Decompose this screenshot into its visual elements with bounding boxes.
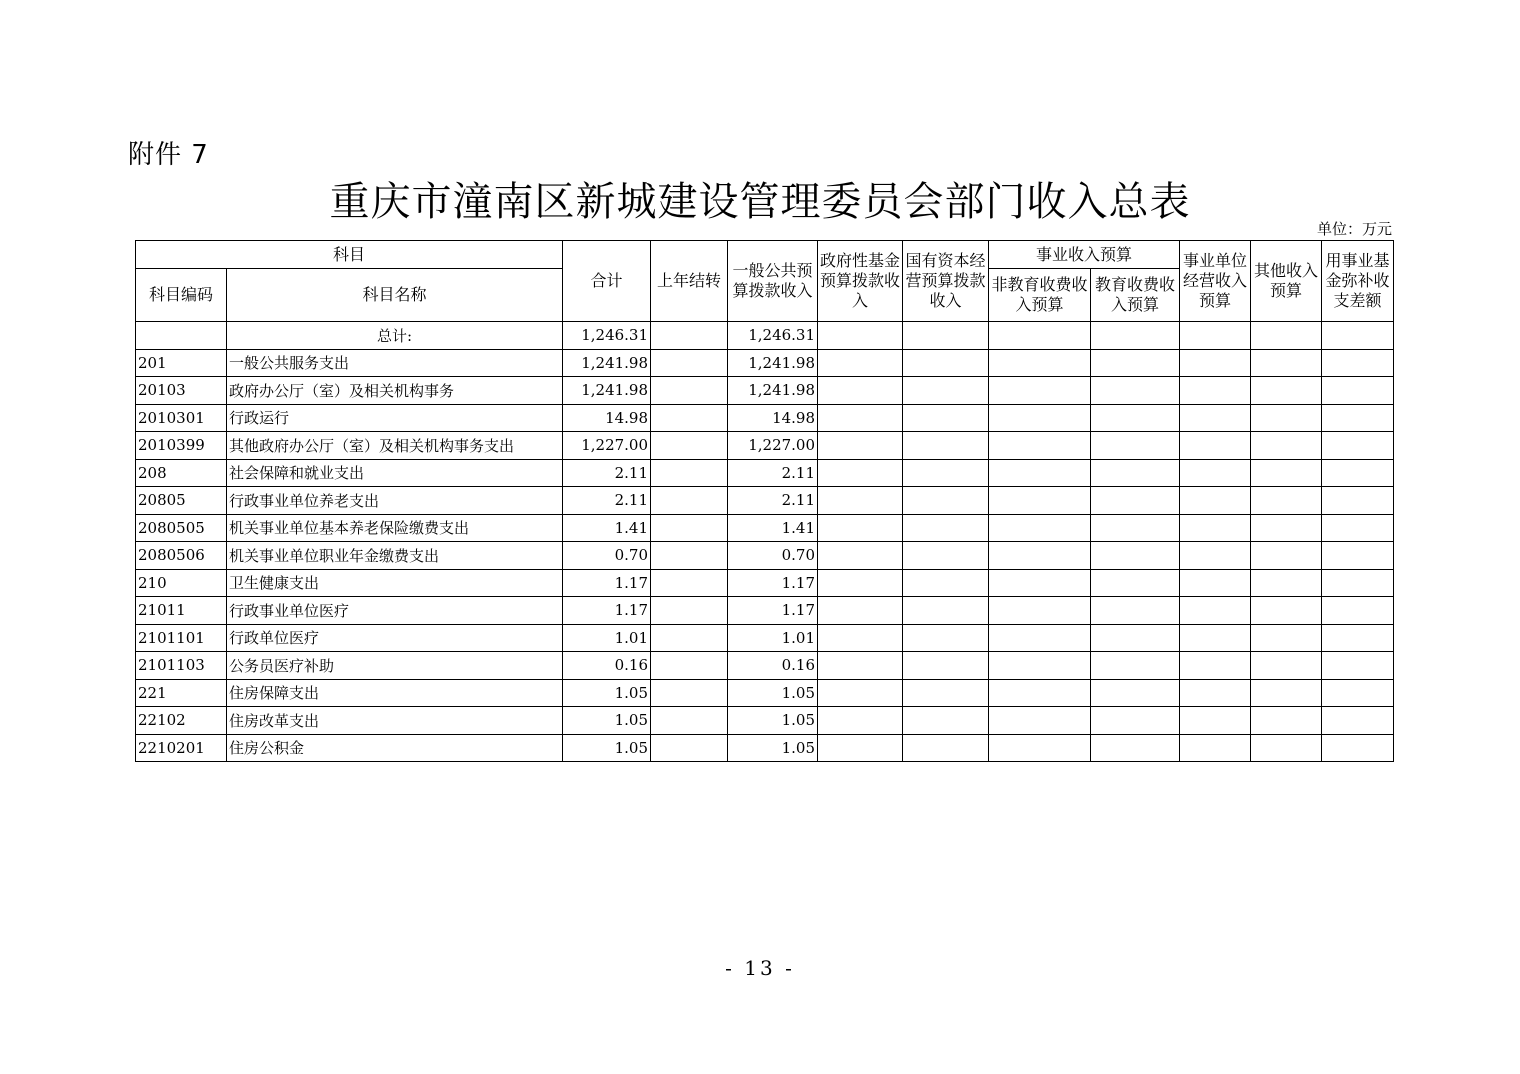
cell-institution-operation <box>1180 652 1251 680</box>
table-header <box>136 241 1394 322</box>
cell-subject-code: 20103 <box>136 377 227 405</box>
table-row <box>136 652 1394 680</box>
cell-institution-operation <box>1180 624 1251 652</box>
cell-total: 1.41 <box>563 514 651 542</box>
cell-total: 1,241.98 <box>563 377 651 405</box>
cell-general-budget: 1.17 <box>728 569 818 597</box>
cell-education-fee <box>1091 404 1180 432</box>
cell-state-capital <box>903 624 989 652</box>
cell-subject-name: 社会保障和就业支出 <box>227 459 563 487</box>
table-row <box>136 459 1394 487</box>
header-carryover: 上年结转 <box>651 241 728 322</box>
cell-general-budget: 1,246.31 <box>728 322 818 350</box>
cell-gov-fund <box>818 322 903 350</box>
cell-subject-name: 卫生健康支出 <box>227 569 563 597</box>
cell-education-fee <box>1091 349 1180 377</box>
cell-non-education-fee <box>989 569 1091 597</box>
cell-other-income <box>1251 597 1322 625</box>
header-general-budget: 一般公共预算拨款收入 <box>728 241 818 322</box>
cell-non-education-fee <box>989 432 1091 460</box>
cell-subject-code: 208 <box>136 459 227 487</box>
cell-fund-balance <box>1322 542 1394 570</box>
cell-state-capital <box>903 322 989 350</box>
cell-carryover <box>651 624 728 652</box>
cell-subject-name: 公务员医疗补助 <box>227 652 563 680</box>
cell-fund-balance <box>1322 487 1394 515</box>
cell-fund-balance <box>1322 734 1394 762</box>
header-non-education-fee: 非教育收费收入预算 <box>989 269 1091 322</box>
cell-subject-name: 住房改革支出 <box>227 707 563 735</box>
table-row <box>136 377 1394 405</box>
cell-institution-operation <box>1180 404 1251 432</box>
cell-non-education-fee <box>989 542 1091 570</box>
cell-fund-balance <box>1322 707 1394 735</box>
header-subject-name: 科目名称 <box>227 269 563 322</box>
cell-other-income <box>1251 652 1322 680</box>
cell-general-budget: 1,241.98 <box>728 377 818 405</box>
cell-state-capital <box>903 597 989 625</box>
cell-non-education-fee <box>989 679 1091 707</box>
cell-total: 0.70 <box>563 542 651 570</box>
header-gov-fund: 政府性基金预算拨款收入 <box>818 241 903 322</box>
cell-carryover <box>651 404 728 432</box>
cell-institution-operation <box>1180 707 1251 735</box>
cell-education-fee <box>1091 707 1180 735</box>
cell-state-capital <box>903 432 989 460</box>
document-title: 重庆市潼南区新城建设管理委员会部门收入总表 <box>329 179 1191 225</box>
table-row-total <box>136 322 1394 350</box>
cell-total: 14.98 <box>563 404 651 432</box>
cell-fund-balance <box>1322 432 1394 460</box>
page-number: - 13 - <box>725 956 795 980</box>
cell-non-education-fee <box>989 734 1091 762</box>
header-subject-code: 科目编码 <box>136 269 227 322</box>
cell-total: 1,241.98 <box>563 349 651 377</box>
attachment-label: 附件 7 <box>128 140 209 170</box>
cell-fund-balance <box>1322 322 1394 350</box>
cell-institution-operation <box>1180 569 1251 597</box>
cell-non-education-fee <box>989 707 1091 735</box>
table-row <box>136 597 1394 625</box>
cell-state-capital <box>903 349 989 377</box>
cell-carryover <box>651 322 728 350</box>
cell-gov-fund <box>818 597 903 625</box>
header-subject: 科目 <box>136 241 563 269</box>
cell-total: 2.11 <box>563 459 651 487</box>
cell-other-income <box>1251 679 1322 707</box>
cell-institution-operation <box>1180 597 1251 625</box>
cell-state-capital <box>903 707 989 735</box>
cell-education-fee <box>1091 597 1180 625</box>
cell-total: 1.05 <box>563 734 651 762</box>
cell-education-fee <box>1091 542 1180 570</box>
cell-other-income <box>1251 432 1322 460</box>
cell-gov-fund <box>818 652 903 680</box>
cell-general-budget: 1.05 <box>728 734 818 762</box>
cell-total: 1,227.00 <box>563 432 651 460</box>
cell-general-budget: 0.16 <box>728 652 818 680</box>
cell-subject-code: 21011 <box>136 597 227 625</box>
cell-carryover <box>651 597 728 625</box>
cell-fund-balance <box>1322 679 1394 707</box>
table-row <box>136 487 1394 515</box>
cell-gov-fund <box>818 569 903 597</box>
cell-fund-balance <box>1322 459 1394 487</box>
cell-gov-fund <box>818 404 903 432</box>
header-other-income: 其他收入预算 <box>1251 241 1322 322</box>
cell-subject-code: 20805 <box>136 487 227 515</box>
cell-subject-code <box>136 322 227 350</box>
cell-gov-fund <box>818 487 903 515</box>
table-row <box>136 514 1394 542</box>
cell-fund-balance <box>1322 624 1394 652</box>
cell-institution-operation <box>1180 322 1251 350</box>
cell-subject-name: 行政事业单位医疗 <box>227 597 563 625</box>
cell-state-capital <box>903 404 989 432</box>
cell-gov-fund <box>818 377 903 405</box>
cell-subject-name: 住房保障支出 <box>227 679 563 707</box>
cell-institution-operation <box>1180 377 1251 405</box>
cell-other-income <box>1251 514 1322 542</box>
cell-fund-balance <box>1322 569 1394 597</box>
cell-state-capital <box>903 734 989 762</box>
cell-other-income <box>1251 624 1322 652</box>
cell-education-fee <box>1091 377 1180 405</box>
cell-state-capital <box>903 679 989 707</box>
cell-subject-name: 行政单位医疗 <box>227 624 563 652</box>
cell-gov-fund <box>818 542 903 570</box>
cell-subject-code: 2010301 <box>136 404 227 432</box>
cell-state-capital <box>903 514 989 542</box>
cell-general-budget: 1,227.00 <box>728 432 818 460</box>
cell-subject-code: 2080505 <box>136 514 227 542</box>
cell-subject-name: 行政事业单位养老支出 <box>227 487 563 515</box>
cell-fund-balance <box>1322 514 1394 542</box>
cell-carryover <box>651 432 728 460</box>
cell-gov-fund <box>818 624 903 652</box>
cell-education-fee <box>1091 432 1180 460</box>
cell-subject-code: 2010399 <box>136 432 227 460</box>
cell-gov-fund <box>818 679 903 707</box>
header-education-fee: 教育收费收入预算 <box>1091 269 1180 322</box>
cell-state-capital <box>903 459 989 487</box>
cell-institution-operation <box>1180 349 1251 377</box>
cell-general-budget: 2.11 <box>728 459 818 487</box>
cell-carryover <box>651 569 728 597</box>
cell-other-income <box>1251 349 1322 377</box>
cell-subject-name: 住房公积金 <box>227 734 563 762</box>
header-total: 合计 <box>563 241 651 322</box>
cell-state-capital <box>903 569 989 597</box>
cell-non-education-fee <box>989 652 1091 680</box>
cell-carryover <box>651 734 728 762</box>
cell-other-income <box>1251 322 1322 350</box>
cell-state-capital <box>903 542 989 570</box>
header-fund-balance: 用事业基金弥补收支差额 <box>1322 241 1394 322</box>
cell-non-education-fee <box>989 322 1091 350</box>
cell-other-income <box>1251 707 1322 735</box>
cell-non-education-fee <box>989 487 1091 515</box>
cell-general-budget: 14.98 <box>728 404 818 432</box>
cell-state-capital <box>903 377 989 405</box>
cell-institution-operation <box>1180 542 1251 570</box>
cell-total: 1.05 <box>563 679 651 707</box>
cell-other-income <box>1251 542 1322 570</box>
cell-subject-name: 机关事业单位职业年金缴费支出 <box>227 542 563 570</box>
cell-total: 1.17 <box>563 569 651 597</box>
cell-other-income <box>1251 569 1322 597</box>
cell-carryover <box>651 542 728 570</box>
cell-general-budget: 1.05 <box>728 679 818 707</box>
cell-general-budget: 1.05 <box>728 707 818 735</box>
cell-carryover <box>651 377 728 405</box>
cell-gov-fund <box>818 707 903 735</box>
cell-non-education-fee <box>989 624 1091 652</box>
cell-other-income <box>1251 487 1322 515</box>
cell-non-education-fee <box>989 404 1091 432</box>
table-row <box>136 679 1394 707</box>
cell-other-income <box>1251 734 1322 762</box>
cell-state-capital <box>903 652 989 680</box>
cell-gov-fund <box>818 734 903 762</box>
cell-gov-fund <box>818 459 903 487</box>
cell-institution-operation <box>1180 432 1251 460</box>
cell-subject-code: 2080506 <box>136 542 227 570</box>
table-row <box>136 349 1394 377</box>
table-row <box>136 569 1394 597</box>
header-institution-operation: 事业单位经营收入预算 <box>1180 241 1251 322</box>
cell-education-fee <box>1091 624 1180 652</box>
cell-carryover <box>651 349 728 377</box>
cell-fund-balance <box>1322 404 1394 432</box>
cell-carryover <box>651 652 728 680</box>
cell-institution-operation <box>1180 514 1251 542</box>
cell-education-fee <box>1091 652 1180 680</box>
header-state-capital: 国有资本经营预算拨款收入 <box>903 241 989 322</box>
cell-total: 1.01 <box>563 624 651 652</box>
cell-general-budget: 2.11 <box>728 487 818 515</box>
cell-carryover <box>651 514 728 542</box>
cell-education-fee <box>1091 322 1180 350</box>
cell-state-capital <box>903 487 989 515</box>
cell-fund-balance <box>1322 377 1394 405</box>
cell-subject-name: 行政运行 <box>227 404 563 432</box>
cell-non-education-fee <box>989 514 1091 542</box>
cell-education-fee <box>1091 487 1180 515</box>
table-row <box>136 734 1394 762</box>
cell-non-education-fee <box>989 459 1091 487</box>
cell-total: 1,246.31 <box>563 322 651 350</box>
income-summary-table <box>135 240 1394 762</box>
cell-institution-operation <box>1180 734 1251 762</box>
cell-education-fee <box>1091 734 1180 762</box>
cell-education-fee <box>1091 569 1180 597</box>
cell-general-budget: 1.17 <box>728 597 818 625</box>
table-row <box>136 404 1394 432</box>
cell-total: 1.05 <box>563 707 651 735</box>
cell-total: 1.17 <box>563 597 651 625</box>
cell-subject-code: 2101101 <box>136 624 227 652</box>
cell-education-fee <box>1091 459 1180 487</box>
cell-fund-balance <box>1322 652 1394 680</box>
cell-non-education-fee <box>989 597 1091 625</box>
cell-gov-fund <box>818 349 903 377</box>
cell-fund-balance <box>1322 349 1394 377</box>
cell-other-income <box>1251 377 1322 405</box>
cell-subject-code: 2210201 <box>136 734 227 762</box>
table-row <box>136 707 1394 735</box>
cell-institution-operation <box>1180 679 1251 707</box>
cell-non-education-fee <box>989 377 1091 405</box>
cell-subject-name: 其他政府办公厅（室）及相关机构事务支出 <box>227 432 563 460</box>
cell-general-budget: 1.01 <box>728 624 818 652</box>
cell-other-income <box>1251 459 1322 487</box>
cell-gov-fund <box>818 432 903 460</box>
cell-subject-name: 机关事业单位基本养老保险缴费支出 <box>227 514 563 542</box>
cell-fund-balance <box>1322 597 1394 625</box>
cell-education-fee <box>1091 679 1180 707</box>
cell-total: 0.16 <box>563 652 651 680</box>
cell-gov-fund <box>818 514 903 542</box>
cell-education-fee <box>1091 514 1180 542</box>
cell-carryover <box>651 459 728 487</box>
cell-general-budget: 1,241.98 <box>728 349 818 377</box>
header-institution-income: 事业收入预算 <box>989 241 1180 269</box>
cell-subject-code: 221 <box>136 679 227 707</box>
table-body <box>136 322 1394 762</box>
cell-institution-operation <box>1180 487 1251 515</box>
table-row <box>136 542 1394 570</box>
cell-non-education-fee <box>989 349 1091 377</box>
cell-carryover <box>651 487 728 515</box>
cell-subject-name: 政府办公厅（室）及相关机构事务 <box>227 377 563 405</box>
cell-general-budget: 1.41 <box>728 514 818 542</box>
cell-institution-operation <box>1180 459 1251 487</box>
cell-total: 2.11 <box>563 487 651 515</box>
cell-carryover <box>651 679 728 707</box>
cell-general-budget: 0.70 <box>728 542 818 570</box>
cell-subject-name: 总计: <box>227 322 563 350</box>
cell-subject-code: 201 <box>136 349 227 377</box>
cell-other-income <box>1251 404 1322 432</box>
table-row <box>136 432 1394 460</box>
cell-subject-name: 一般公共服务支出 <box>227 349 563 377</box>
table-row <box>136 624 1394 652</box>
cell-subject-code: 2101103 <box>136 652 227 680</box>
cell-carryover <box>651 707 728 735</box>
unit-label: 单位：万元 <box>1316 220 1392 238</box>
cell-subject-code: 22102 <box>136 707 227 735</box>
cell-subject-code: 210 <box>136 569 227 597</box>
